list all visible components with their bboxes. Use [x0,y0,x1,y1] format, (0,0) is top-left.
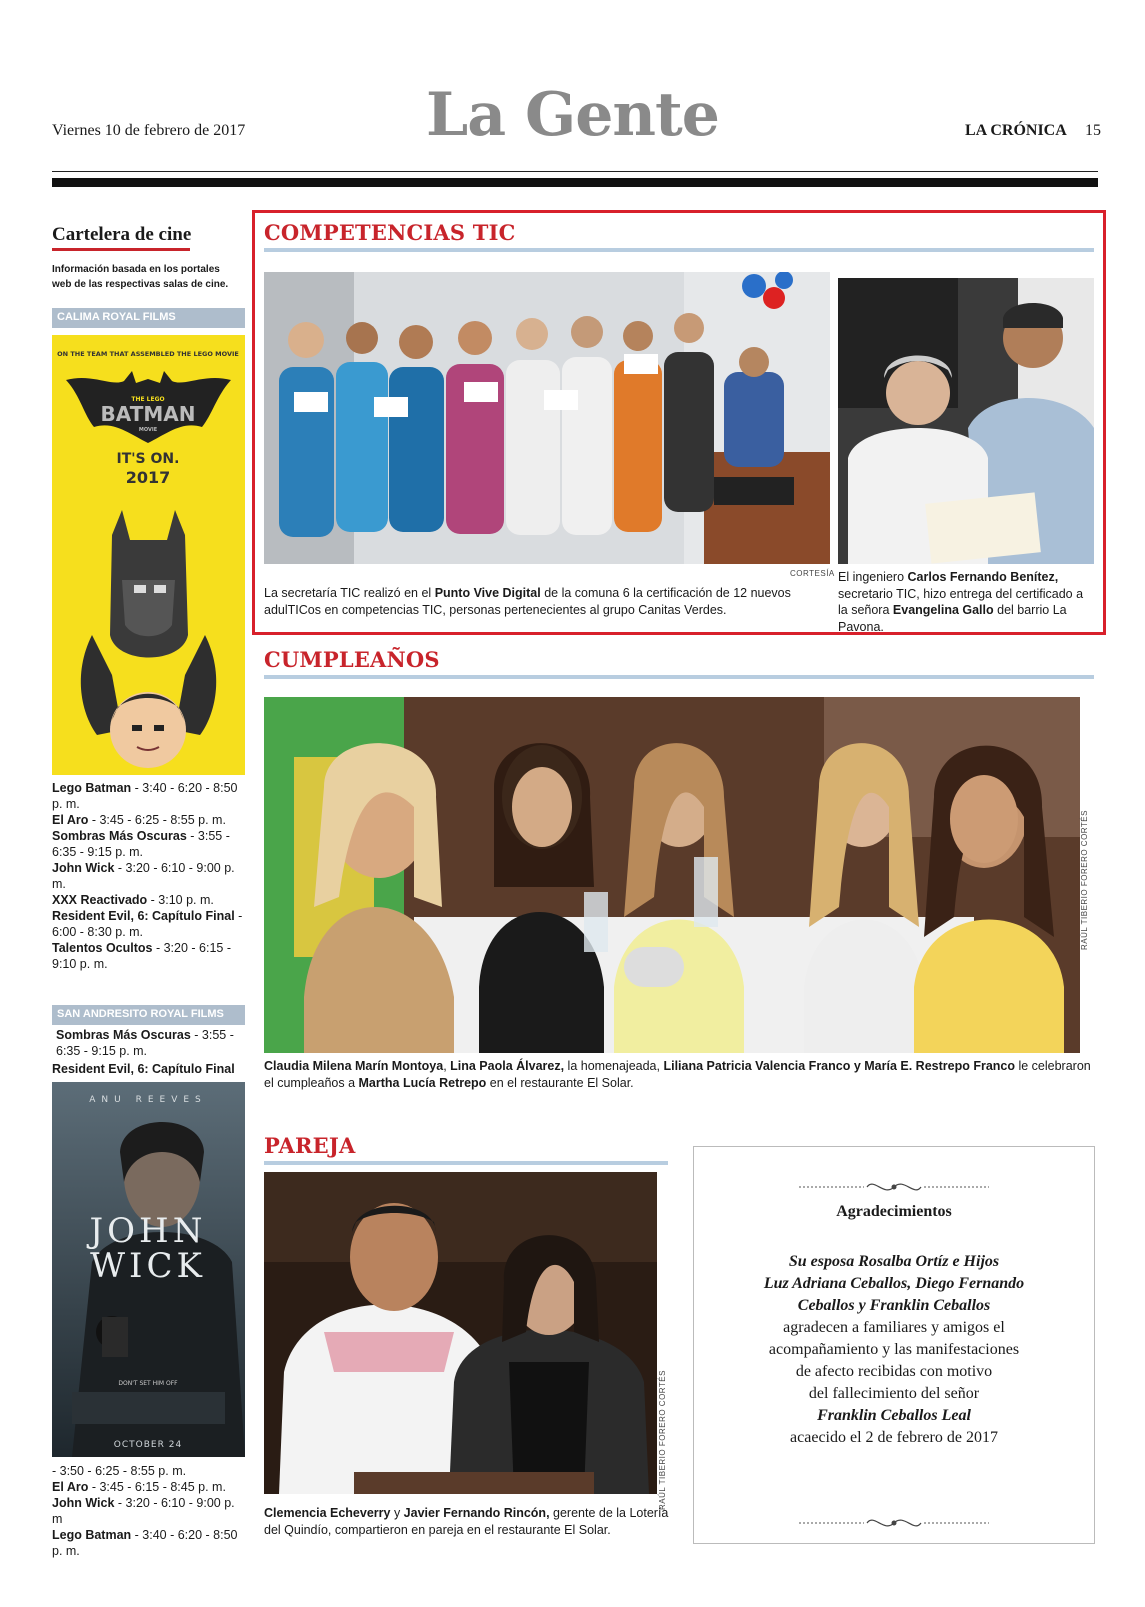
competencias-caption-2: El ingeniero Carlos Fernando Benítez, secretario TIC, hizo entrega del certificado a la señora Evangelina Gallo del barrio La Pavona. [838,570,1084,634]
birthday-photo [264,697,1080,1053]
poster-title-2: WICK [90,1246,206,1286]
san-andresito-listing-top-2 [52,1061,248,1077]
sidebar-title-underline [52,248,190,251]
notice-heading: Agradecimientos [836,1203,952,1220]
sidebar-title: Cartelera de cine [52,224,192,245]
cumpleanos-credit: RAÚL TIBERIO FORERO CORTÉS [1080,810,1089,950]
listing-row: Resident Evil, 6: Capítulo Final [52,1062,235,1076]
listing-row: John Wick - 3:20 - 6:10 - 9:00 p. m. [52,861,235,891]
poster-brand: THE LEGO [131,396,165,403]
agradecimientos-notice [693,1146,1095,1544]
pareja-title: PAREJA [264,1133,356,1158]
issue-date: Viernes 10 de febrero de 2017 [52,122,246,139]
listing-row: Lego Batman - 3:40 - 6:20 - 8:50 p. m. [52,781,238,811]
listing-row: - 3:50 - 6:25 - 8:55 p. m. [52,1464,187,1478]
poster-tag-1: IT'S ON. [116,451,180,467]
poster-actor: ANU REEVES [89,1095,207,1105]
listing-row: Lego Batman - 3:40 - 6:20 - 8:50 p. m. [52,1528,238,1558]
cinema-bar-calima: CALIMA ROYAL FILMS [52,308,245,328]
group-photo-image [264,272,830,564]
cumpleanos-rule [264,675,1094,679]
listing-row: XXX Reactivado - 3:10 p. m. [52,893,214,907]
poster-subtitle: MOVIE [138,427,158,433]
competencias-credit: CORTESÍA [790,569,835,578]
competencias-rule [264,248,1094,252]
cinema-bar-san-andresito: SAN ANDRESITO ROYAL FILMS [52,1005,245,1025]
newspaper-name: LA CRÓNICA [965,122,1067,139]
pareja-credit: RAÚL TIBERIO FORERO CORTÉS [658,1370,667,1510]
san-andresito-listing-top [52,1027,248,1059]
group-photo [264,272,830,564]
poster-title: BATMAN [100,402,196,426]
lego-batman-artwork [52,335,245,775]
poster-tagline: ON THE TEAM THAT ASSEMBLED THE LEGO MOVIE [57,350,239,358]
poster-release: OCTOBER 24 [113,1440,183,1450]
certificate-photo-image [838,278,1094,564]
listing-row: Talentos Ocultos - 3:20 - 6:15 - 9:10 p. m. [52,941,231,971]
cumpleanos-title: CUMPLEAÑOS [264,647,440,672]
calima-listing [52,780,248,972]
sidebar-note: Información basada en los portales web de las respectivas salas de cine. [52,264,229,290]
poster-title-1: JOHN [89,1211,207,1251]
ornament-top-icon [799,1177,989,1197]
certificate-photo [838,278,1094,564]
page-number: 15 [1085,122,1101,139]
competencias-caption-1: La secretaría TIC realizó en el Punto Vive Digital de la comuna 6 la certificación de 12 nuevos adulTICos en competencias TIC, personas pertenecientes al grupo Canitas Verdes. [264,586,791,617]
couple-photo-image [264,1172,657,1494]
san-andresito-listing-bottom [52,1463,248,1559]
header-thin-rule [52,171,1098,172]
competencias-title: COMPETENCIAS TIC [264,220,516,245]
section-title: La Gente [426,80,719,150]
pareja-caption: Clemencia Echeverry y Javier Fernando Rincón, gerente de la Lotería del Quindío, compartieron en pareja en el restaurante El Solar. [264,1506,669,1537]
listing-row: El Aro - 3:45 - 6:15 - 8:45 p. m. [52,1480,226,1494]
ornament-bottom-icon [799,1513,989,1533]
listing-row: Resident Evil, 6: Capítulo Final - 6:00 - 8:30 p. m. [52,909,243,939]
couple-photo [264,1172,657,1494]
header-thick-rule [52,178,1098,187]
listing-row: El Aro - 3:45 - 6:25 - 8:55 p. m. [52,813,226,827]
lego-batman-poster [52,335,245,775]
poster-tag-2: 2017 [125,468,171,487]
listing-row: Sombras Más Oscuras - 3:55 - 6:35 - 9:15 p. m. [56,1028,234,1058]
notice-body: Su esposa Rosalba Ortíz e Hijos Luz Adriana Ceballos, Diego Fernando Ceballos y Franklin Ceballos agradecen a familiares y amigos el acompañamiento y las manifestaciones de afecto recibidas con motivo del fallecimiento del señor Franklin Ceballos Leal acaecido el 2 de febrero de 2017 [763,1253,1025,1446]
listing-row: Sombras Más Oscuras - 3:55 - 6:35 - 9:15 p. m. [52,829,230,859]
john-wick-artwork [52,1082,245,1457]
listing-row: John Wick - 3:20 - 6:10 - 9:00 p. m [52,1496,235,1526]
pareja-rule [264,1161,668,1165]
poster-tagline-2: DON'T SET HIM OFF [118,1380,178,1387]
john-wick-poster [52,1082,245,1457]
birthday-photo-image [264,697,1080,1053]
cumpleanos-caption: Claudia Milena Marín Montoya, Lina Paola Álvarez, la homenajeada, Liliana Patricia Valencia Franco y María E. Restrepo Franco le celebraron el cumpleaños a Martha Lucía Retrepo en el restaurante El Solar. [264,1059,1091,1090]
